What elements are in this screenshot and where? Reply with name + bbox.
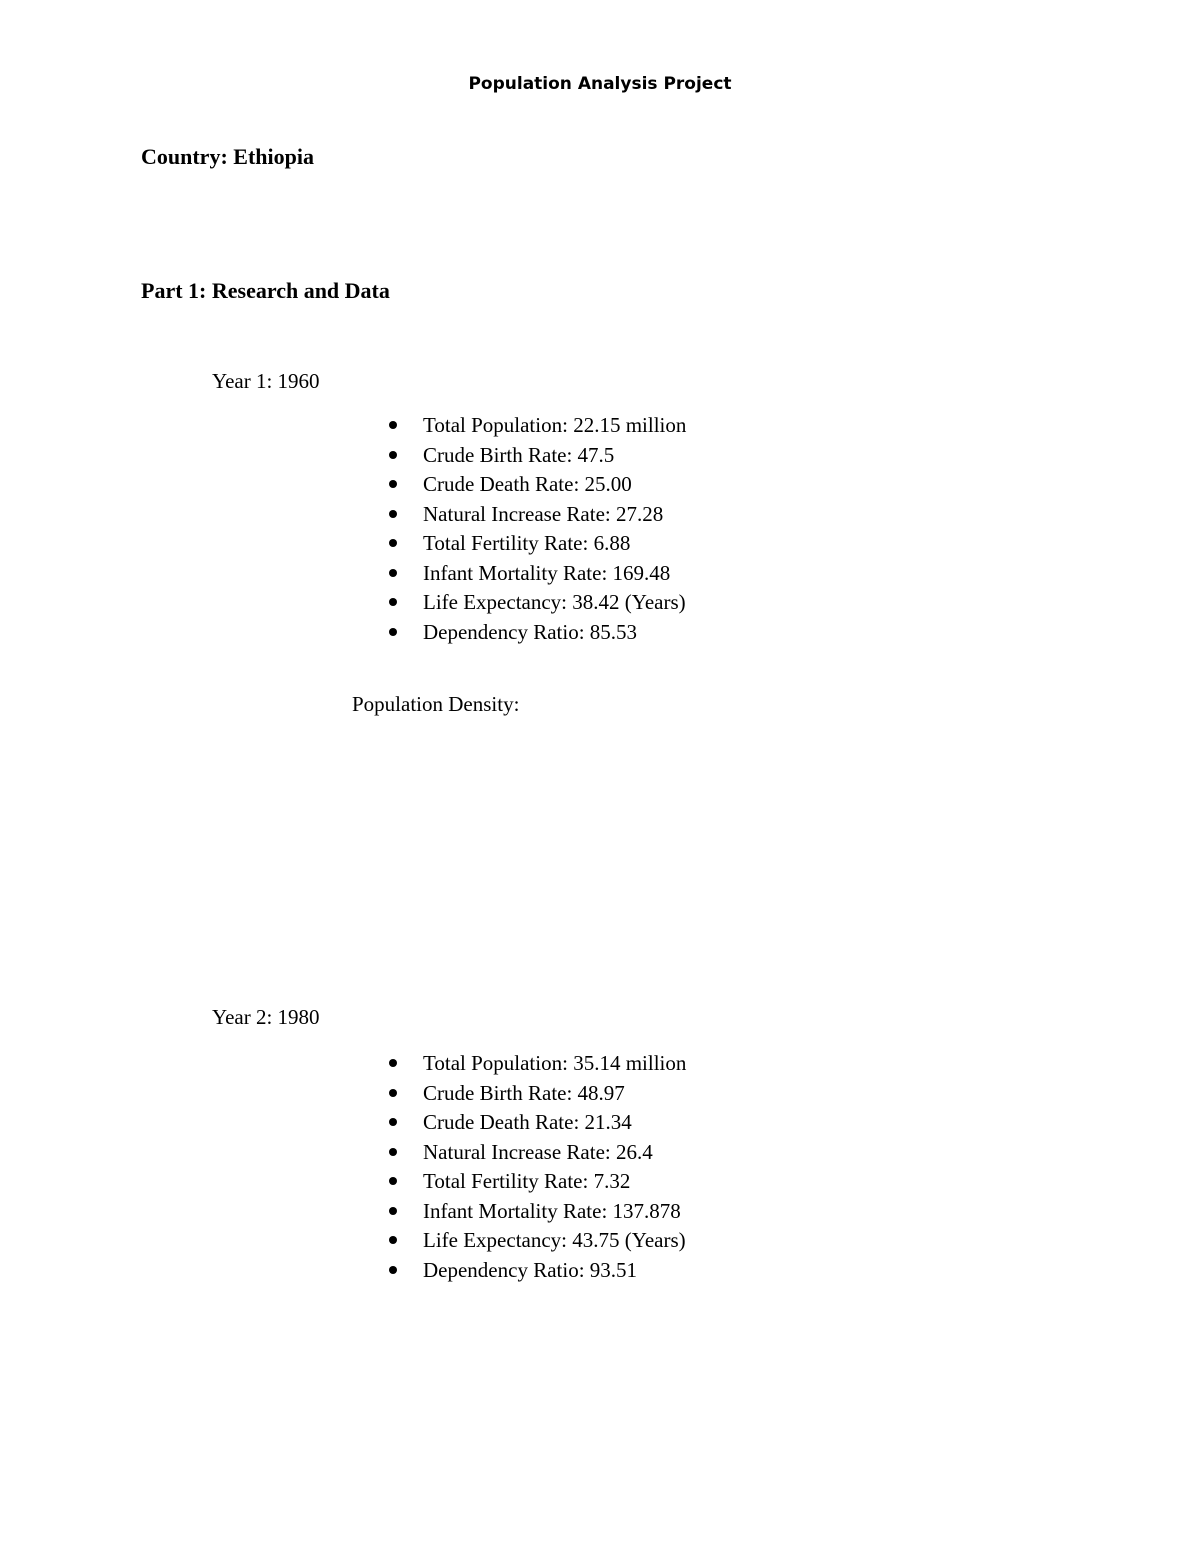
list-item bbox=[386, 441, 686, 471]
list-item bbox=[386, 529, 686, 559]
year-2-stats-list bbox=[386, 1049, 686, 1285]
bullet-icon bbox=[389, 1148, 397, 1156]
bullet-icon bbox=[389, 1236, 397, 1244]
list-item bbox=[386, 470, 686, 500]
stat-text: Infant Mortality Rate: 169.48 bbox=[423, 560, 671, 585]
list-item bbox=[386, 1049, 686, 1079]
stat-text: Natural Increase Rate: 27.28 bbox=[423, 501, 664, 526]
stat-text: Crude Birth Rate: 47.5 bbox=[423, 442, 615, 467]
list-item bbox=[386, 618, 686, 648]
bullet-icon bbox=[389, 569, 397, 577]
list-item bbox=[386, 1079, 686, 1109]
bullet-icon bbox=[389, 539, 397, 547]
list-item bbox=[386, 1108, 686, 1138]
list-item bbox=[386, 588, 686, 618]
stat-text: Life Expectancy: 38.42 (Years) bbox=[423, 590, 686, 614]
stat-text: Total Population: 35.14 million bbox=[423, 1051, 687, 1075]
list-item bbox=[386, 1197, 686, 1227]
country-heading: Country: Ethiopia bbox=[141, 144, 314, 169]
stat-text: Total Fertility Rate: 7.32 bbox=[423, 1169, 631, 1193]
stat-text: Infant Mortality Rate: 137.878 bbox=[423, 1198, 681, 1223]
year-1-stats-list bbox=[386, 411, 686, 647]
list-item bbox=[386, 1256, 686, 1286]
stat-text: Crude Birth Rate: 48.97 bbox=[423, 1080, 625, 1105]
population-density-label: Population Density: bbox=[352, 692, 520, 716]
stat-text: Dependency Ratio: 85.53 bbox=[423, 619, 638, 644]
list-item bbox=[386, 411, 686, 441]
bullet-icon bbox=[389, 1207, 397, 1215]
year-1-label: Year 1: 1960 bbox=[212, 369, 320, 393]
bullet-icon bbox=[389, 1118, 397, 1126]
bullet-icon bbox=[389, 1089, 397, 1097]
stat-text: Total Population: 22.15 million bbox=[423, 413, 687, 437]
list-item bbox=[386, 1138, 686, 1168]
stat-text: Total Fertility Rate: 6.88 bbox=[423, 531, 631, 555]
bullet-icon bbox=[389, 451, 397, 459]
bullet-icon bbox=[389, 421, 397, 429]
bullet-icon bbox=[389, 510, 397, 518]
list-item bbox=[386, 500, 686, 530]
list-item bbox=[386, 1167, 686, 1197]
year-2-label: Year 2: 1980 bbox=[212, 1005, 320, 1029]
stat-text: Life Expectancy: 43.75 (Years) bbox=[423, 1228, 686, 1252]
list-item bbox=[386, 559, 686, 589]
stat-text: Crude Death Rate: 25.00 bbox=[423, 472, 632, 496]
stat-text: Dependency Ratio: 93.51 bbox=[423, 1257, 638, 1282]
bullet-icon bbox=[389, 480, 397, 488]
stat-text: Crude Death Rate: 21.34 bbox=[423, 1110, 632, 1134]
bullet-icon bbox=[389, 1177, 397, 1185]
part-heading: Part 1: Research and Data bbox=[141, 278, 390, 303]
stat-text: Natural Increase Rate: 26.4 bbox=[423, 1139, 653, 1164]
bullet-icon bbox=[389, 1059, 397, 1067]
list-item bbox=[386, 1226, 686, 1256]
bullet-icon bbox=[389, 598, 397, 606]
bullet-icon bbox=[389, 1266, 397, 1274]
bullet-icon bbox=[389, 628, 397, 636]
document-title: Population Analysis Project bbox=[468, 74, 732, 94]
